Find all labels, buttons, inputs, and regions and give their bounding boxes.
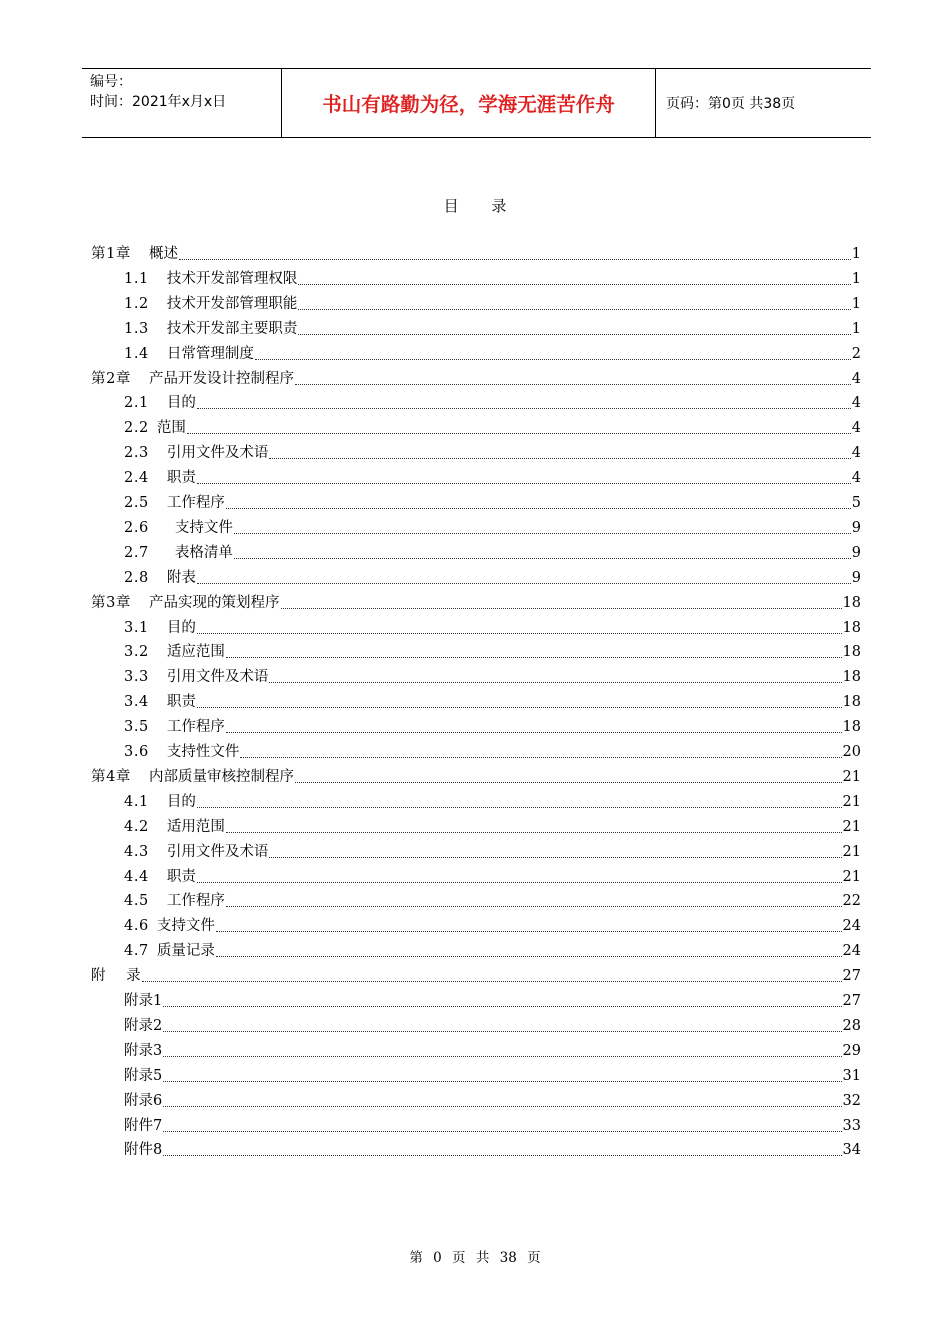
toc-entry-page: 5	[851, 495, 861, 511]
toc-leader-dots	[226, 504, 851, 509]
toc-entry[interactable]	[124, 1140, 861, 1160]
toc-entry-page: 21	[842, 843, 861, 860]
toc-entry[interactable]	[91, 369, 861, 389]
toc-entry-number: 3.1	[124, 619, 149, 636]
toc-entry-number: 3.2	[124, 644, 149, 661]
toc-entry-title: 引用文件及术语	[166, 669, 269, 686]
toc-entry-page: 32	[842, 1092, 861, 1109]
toc-entry-page: 4	[851, 420, 861, 437]
toc-entry-page: 21	[842, 818, 861, 835]
toc-leader-dots	[295, 778, 842, 783]
toc-leader-dots	[255, 355, 851, 360]
toc-entry-number: 4.2	[124, 818, 149, 835]
toc-leader-dots	[197, 579, 851, 584]
toc-entry-page: 28	[842, 1017, 861, 1034]
toc-entry-number: 2.2	[124, 420, 149, 437]
toc-entry-title: 支持文件	[156, 918, 215, 935]
toc-leader-dots	[187, 429, 851, 434]
toc-entry-title: 附件8	[124, 1142, 163, 1159]
toc-entry[interactable]	[124, 294, 861, 314]
toc-entry-title: 技术开发部主要职责	[166, 320, 298, 337]
toc-entry-page: 31	[842, 1067, 861, 1084]
toc-entry-title: 引用文件及术语	[166, 843, 269, 860]
toc-leader-dots	[226, 902, 842, 907]
toc-entry-page: 9	[851, 544, 861, 561]
toc-entry[interactable]	[124, 717, 861, 737]
header-motto: 书山有路勤为径，学海无涯苦作舟	[282, 69, 656, 137]
toc-entry-number: 3.5	[124, 719, 149, 736]
toc-entry-page: 9	[851, 569, 861, 586]
toc-entry[interactable]	[124, 817, 861, 837]
toc-entry-number: 2.7	[124, 544, 149, 561]
page-footer: 第 0 页 共 38 页	[409, 1250, 541, 1266]
toc-leader-dots	[163, 1151, 841, 1156]
toc-leader-dots	[234, 554, 851, 559]
toc-leader-dots	[269, 678, 841, 683]
toc-entry-title: 适用范围	[166, 818, 225, 835]
serial-label: 编号：	[90, 74, 132, 90]
toc-entry[interactable]	[124, 344, 861, 364]
toc-entry-title: 附件7	[124, 1117, 163, 1134]
toc-entry[interactable]	[91, 966, 861, 986]
toc-entry-title: 目的	[166, 793, 196, 810]
toc-entry-number: 1.4	[124, 345, 149, 362]
toc-entry-page: 1	[851, 270, 861, 287]
toc-entry[interactable]	[124, 991, 861, 1011]
toc-entry-number: 3.6	[124, 744, 149, 760]
toc-entry[interactable]	[124, 518, 861, 538]
toc-entry-page: 21	[842, 768, 861, 785]
toc-entry[interactable]	[91, 767, 861, 787]
toc-entry-page: 18	[842, 719, 861, 736]
toc-leader-dots	[298, 305, 850, 310]
toc-leader-dots	[216, 952, 842, 957]
toc-entry-number: 2.1	[124, 395, 149, 412]
toc-entry-title: 支持性文件	[166, 744, 240, 760]
toc-leader-dots	[197, 479, 851, 484]
toc-entry-title: 支持文件	[174, 519, 233, 536]
toc-entry-page: 18	[842, 669, 861, 686]
toc-entry-page: 22	[842, 893, 861, 910]
toc-entry-number: 4.7	[124, 943, 149, 960]
toc-entry-number: 2.4	[124, 470, 149, 487]
toc-leader-dots	[298, 280, 850, 285]
time-label: 时间：2021年x月x日	[90, 94, 227, 110]
toc-entry-page: 29	[842, 1042, 861, 1059]
toc-entry-title: 概述	[149, 246, 179, 262]
toc-leader-dots	[226, 653, 842, 658]
toc-leader-dots	[179, 255, 851, 260]
toc-entry-number: 2.6	[124, 519, 149, 536]
toc-entry-title: 附录2	[124, 1017, 163, 1034]
toc-entry[interactable]	[124, 1041, 861, 1061]
toc-entry[interactable]	[124, 1016, 861, 1036]
toc-leader-dots	[234, 529, 851, 534]
toc-entry-title: 质量记录	[156, 943, 215, 960]
toc-entry[interactable]	[124, 493, 861, 513]
toc-entry-page: 18	[842, 694, 861, 711]
toc-entry-number: 第3章	[91, 594, 132, 611]
toc-entry-title: 适应范围	[166, 644, 225, 661]
toc-entry-page: 1	[851, 320, 861, 337]
toc-entry[interactable]	[124, 842, 861, 862]
toc-entry[interactable]	[124, 543, 861, 563]
toc-entry[interactable]	[124, 568, 861, 588]
toc-leader-dots	[163, 1002, 841, 1007]
header-meta	[82, 69, 282, 137]
toc-entry-page: 18	[842, 619, 861, 636]
toc-entry-page: 1	[851, 295, 861, 312]
toc-entry-title: 技术开发部管理权限	[166, 270, 298, 287]
toc-entry-number: 附	[91, 968, 107, 985]
toc-entry[interactable]	[124, 792, 861, 812]
toc-entry-number: 4.1	[124, 793, 149, 810]
toc-entry-title: 附录1	[124, 993, 163, 1009]
toc-leader-dots	[295, 380, 851, 385]
toc-entry[interactable]	[124, 1116, 861, 1136]
toc-entry-number: 1.2	[124, 295, 149, 312]
toc-entry-page: 4	[851, 445, 861, 462]
toc-leader-dots	[197, 703, 842, 708]
toc-entry[interactable]	[124, 443, 861, 463]
toc-entry-page: 1	[851, 246, 861, 262]
toc-leader-dots	[240, 753, 841, 758]
toc-leader-dots	[269, 853, 841, 858]
toc-entry-page: 34	[842, 1142, 861, 1159]
toc-entry-title: 日常管理制度	[166, 345, 254, 362]
toc-entry-page: 21	[842, 793, 861, 810]
toc-entry-page: 4	[851, 395, 861, 412]
toc-entry-title: 目的	[166, 619, 196, 636]
toc-entry-page: 27	[842, 993, 861, 1009]
toc-entry-page: 21	[842, 868, 861, 885]
toc-entry-title: 引用文件及术语	[166, 445, 269, 462]
toc-entry-page: 24	[842, 943, 861, 960]
toc-entry-title: 职责	[166, 470, 196, 487]
toc-entry[interactable]	[124, 941, 861, 961]
toc-entry-number: 第1章	[91, 246, 132, 262]
toc-entry-title: 录	[126, 968, 141, 985]
toc-entry-page: 24	[842, 918, 861, 935]
toc-entry[interactable]	[91, 244, 861, 264]
toc-entry[interactable]	[124, 1066, 861, 1086]
toc-entry-page: 18	[842, 644, 861, 661]
toc-entry[interactable]	[124, 319, 861, 339]
toc-entry-title: 附表	[166, 569, 196, 586]
toc-entry-title: 工作程序	[166, 893, 225, 910]
toc-entry-number: 2.5	[124, 495, 149, 511]
toc-entry-title: 内部质量审核控制程序	[149, 768, 295, 785]
toc-entry-number: 2.3	[124, 445, 149, 462]
toc-entry-number: 4.6	[124, 918, 149, 935]
toc-leader-dots	[197, 629, 842, 634]
toc-entry-number: 4.5	[124, 893, 149, 910]
toc-entry-title: 职责	[166, 868, 196, 885]
toc-entry-title: 技术开发部管理职能	[166, 295, 298, 312]
toc-entry[interactable]	[91, 593, 861, 613]
toc-entry[interactable]	[124, 891, 861, 911]
toc-entry-number: 1.1	[124, 270, 149, 287]
toc-title: 目 录	[443, 197, 521, 215]
toc-entry[interactable]	[124, 468, 861, 488]
toc-entry[interactable]	[124, 667, 861, 687]
toc-entry-page: 33	[842, 1117, 861, 1134]
toc-entry-title: 职责	[166, 694, 196, 711]
toc-entry-number: 2.8	[124, 569, 149, 586]
toc-entry-page: 4	[851, 470, 861, 487]
toc-leader-dots	[226, 828, 842, 833]
toc-leader-dots	[163, 1027, 841, 1032]
toc-entry[interactable]	[124, 1091, 861, 1111]
toc-entry-number: 1.3	[124, 320, 149, 337]
toc-entry-title: 工作程序	[166, 719, 225, 736]
toc-leader-dots	[269, 454, 850, 459]
toc-entry-title: 范围	[156, 420, 186, 437]
toc-leader-dots	[197, 803, 842, 808]
toc-entry-title: 附录5	[124, 1067, 163, 1084]
toc-entry[interactable]	[124, 642, 861, 662]
page-header	[82, 68, 871, 138]
toc-entry[interactable]	[124, 742, 861, 762]
toc-leader-dots	[216, 927, 842, 932]
toc-leader-dots	[197, 404, 851, 409]
toc-entry-page: 27	[842, 968, 861, 985]
toc-entry[interactable]	[124, 916, 861, 936]
toc-entry-page: 2	[851, 345, 861, 362]
toc-entry-title: 附录6	[124, 1092, 163, 1109]
toc-leader-dots	[163, 1127, 841, 1132]
toc-entry-number: 3.4	[124, 694, 149, 711]
toc-entry[interactable]	[124, 867, 861, 887]
toc-entry-page: 18	[842, 594, 861, 611]
toc-entry-title: 附录3	[124, 1042, 163, 1059]
toc-entry[interactable]	[124, 418, 861, 438]
toc-leader-dots	[226, 728, 842, 733]
toc-leader-dots	[197, 878, 842, 883]
toc-entry-title: 目的	[166, 395, 196, 412]
toc-entry-number: 4.4	[124, 868, 149, 885]
toc-entry[interactable]	[124, 269, 861, 289]
toc-entry-page: 20	[842, 744, 861, 760]
toc-entry-number: 第4章	[91, 768, 132, 785]
toc-entry-title: 产品实现的策划程序	[149, 594, 280, 611]
toc-entry-number: 3.3	[124, 669, 149, 686]
toc-leader-dots	[142, 977, 842, 982]
toc-entry-number: 4.3	[124, 843, 149, 860]
toc-entry-number: 第2章	[91, 370, 132, 387]
toc-entry-page: 9	[851, 519, 861, 536]
toc-entry-title: 表格清单	[174, 544, 233, 561]
toc-leader-dots	[281, 604, 842, 609]
toc-entry-title: 产品开发设计控制程序	[149, 370, 295, 387]
toc-leader-dots	[298, 330, 850, 335]
toc-entry[interactable]	[124, 393, 861, 413]
toc-entry[interactable]	[124, 618, 861, 638]
toc-entry[interactable]	[124, 692, 861, 712]
toc-leader-dots	[163, 1077, 841, 1082]
toc-entry-title: 工作程序	[166, 495, 225, 511]
header-page-info: 页码：第0页 共38页	[666, 96, 796, 112]
toc-leader-dots	[163, 1102, 841, 1107]
toc-entry-page: 4	[851, 370, 861, 387]
toc-leader-dots	[163, 1052, 841, 1057]
